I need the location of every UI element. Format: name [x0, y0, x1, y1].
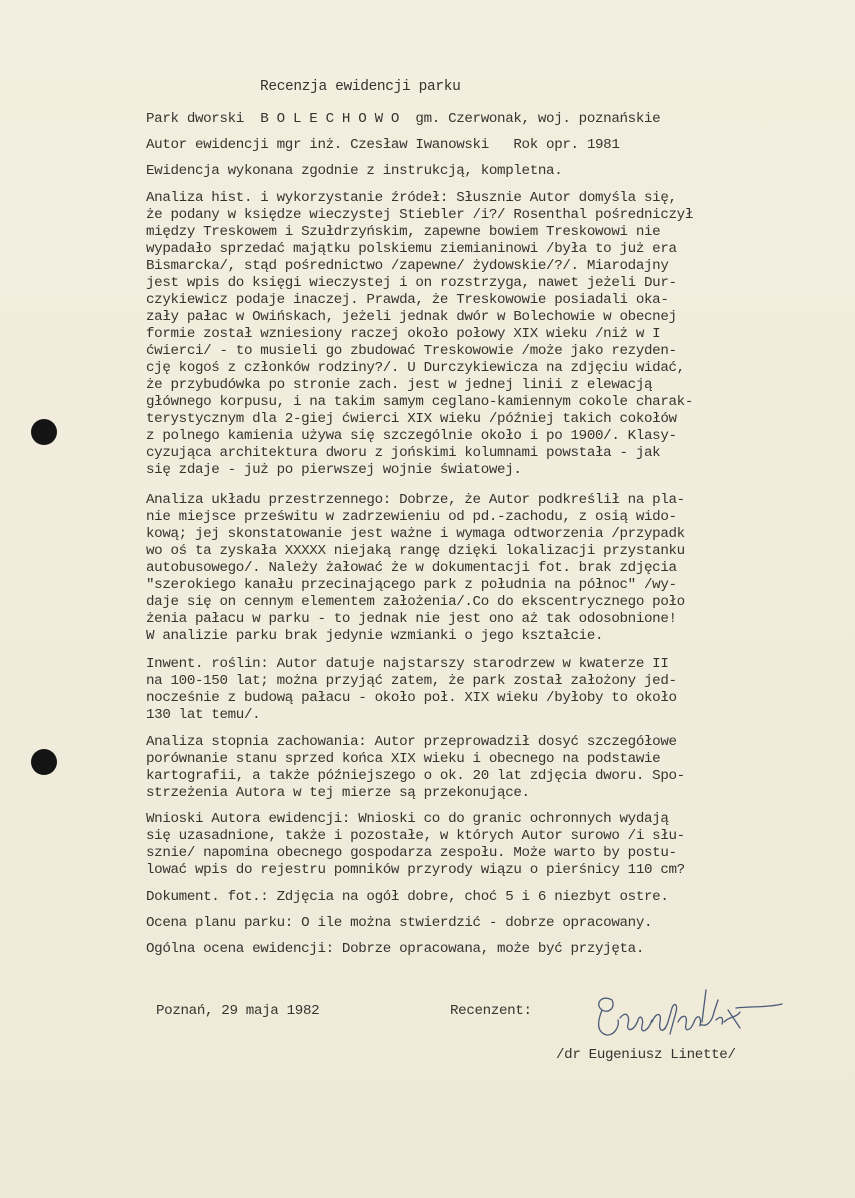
signature-name: /dr Eugeniusz Linette/ — [556, 1047, 736, 1063]
text-line: się uzasadnione, także i pozostałe, w których Autor surowo /i słu- — [146, 828, 685, 844]
text-line: kową; jej skonstatowanie jest ważne i wymaga odtworzenia /przypadk — [146, 526, 685, 542]
text-line: Analiza układu przestrzennego: Dobrze, że Autor podkreślił na pla- — [146, 492, 685, 508]
text-line: czykiewicz podaje inaczej. Prawda, że Treskowowie posiadali oka- — [146, 292, 669, 308]
text-line: porównanie stanu sprzed końca XIX wieku i obecnego na podstawie — [146, 751, 661, 767]
text-line: daje się on cennym elementem założenia/.Co do ekscentrycznego poło — [146, 594, 685, 610]
text-line: Analiza hist. i wykorzystanie źródeł: Słusznie Autor domyśla się, — [146, 190, 677, 206]
reviewer-label: Recenzent: — [450, 1003, 532, 1019]
handwritten-signature — [590, 982, 790, 1052]
text-line: sznie/ napomina obecnego gospodarza zespołu. Może warto by postu- — [146, 845, 677, 861]
place-date: Poznań, 29 maja 1982 — [156, 1003, 320, 1019]
text-line: że podany w księdze wieczystej Stiebler /i?/ Rosenthal pośredniczył — [146, 207, 693, 223]
text-line: kartografii, a także późniejszego o ok. 20 lat zdjęcia dworu. Spo- — [146, 768, 685, 784]
section-overall-assessment: Ogólna ocena ewidencji: Dobrze opracowana, może być przyjęta. — [146, 941, 644, 957]
text-line: Wnioski Autora ewidencji: Wnioski co do granic ochronnych wydają — [146, 811, 669, 827]
text-line: wo oś ta zyskała XXXXX niejaką rangę dzięki lokalizacji przystanku — [146, 543, 685, 559]
text-line: się zdaje - już po pierwszej wojnie światowej. — [146, 462, 522, 478]
punch-hole-bottom — [31, 749, 57, 775]
text-line: 130 lat temu/. — [146, 707, 261, 723]
text-line: formie został wzniesiony raczej około połowy XIX wieku /niż w I — [146, 326, 661, 342]
text-line: cyzująca architektura dworu z jońskimi kolumnami powstała - jak — [146, 445, 661, 461]
text-line: na 100-150 lat; można przyjąć zatem, że park został założony jed- — [146, 673, 677, 689]
text-line: że przybudówka po stronie zach. jest w jednej linii z elewacją — [146, 377, 653, 393]
punch-hole-top — [31, 419, 57, 445]
text-line: cję kogoś z członków rodziny?/. U Durczykiewicza na zdjęciu widać, — [146, 360, 685, 376]
text-line: strzeżenia Autora w tej mierze są przekonujące. — [146, 785, 530, 801]
header-completeness-line: Ewidencja wykonana zgodnie z instrukcją, kompletna. — [146, 163, 563, 179]
text-line: nie miejsce prześwitu w zadrzewieniu od pd.-zachodu, z osią wido- — [146, 509, 677, 525]
section-plan-assessment: Ocena planu parku: O ile można stwierdzić - dobrze opracowany. — [146, 915, 653, 931]
text-line: żenia pałacu w parku - to jednak nie jest ono aż tak odosobnione! — [146, 611, 677, 627]
text-line: Bismarcka/, stąd pośrednictwo /zapewne/ żydowskie/?/. Miarodajny — [146, 258, 669, 274]
text-line: między Treskowem i Szułdrzyńskim, zapewne bowiem Treskowowi nie — [146, 224, 661, 240]
text-line: "szerokiego kanału przecinającego park z południa na północ" /wy- — [146, 577, 677, 593]
text-line: ćwierci/ - to musieli go zbudować Treskowowie /może jako rezyden- — [146, 343, 677, 359]
header-author-line: Autor ewidencji mgr inż. Czesław Iwanowski Rok opr. 1981 — [146, 137, 620, 153]
header-park-line: Park dworski B O L E C H O W O gm. Czerwonak, woj. poznańskie — [146, 111, 661, 127]
text-line: nocześnie z budową pałacu - około poł. XIX wieku /byłoby to około — [146, 690, 677, 706]
text-line: z polnego kamienia używa się szczególnie około i po 1900/. Klasy- — [146, 428, 677, 444]
text-line: autobusowego/. Należy żałować że w dokumentacji fot. brak zdjęcia — [146, 560, 677, 576]
section-photo-documentation: Dokument. fot.: Zdjęcia na ogół dobre, choć 5 i 6 niezbyt ostre. — [146, 889, 669, 905]
text-line: głównego korpusu, i na takim samym ceglano-kamiennym cokole charak- — [146, 394, 693, 410]
text-line: Inwent. roślin: Autor datuje najstarszy starodrzew w kwaterze II — [146, 656, 669, 672]
text-line: jest wpis do księgi wieczystej i on rozstrzyga, nawet jeżeli Dur- — [146, 275, 677, 291]
text-line: W analizie parku brak jedynie wzmianki o jego kształcie. — [146, 628, 604, 644]
text-line: wypadało sprzedać majątku polskiemu ziemianinowi /była to już era — [146, 241, 677, 257]
text-line: Analiza stopnia zachowania: Autor przeprowadził dosyć szczegółowe — [146, 734, 677, 750]
text-line: lować wpis do rejestru pomników przyrody wiązu o pierśnicy 110 cm? — [146, 862, 685, 878]
text-line: zały pałac w Owińskach, jeżeli jednak dwór w Bolechowie w obecnej — [146, 309, 677, 325]
document-title: Recenzja ewidencji parku — [260, 79, 461, 95]
text-line: terystycznym dla 2-giej ćwierci XIX wieku /później takich cokołów — [146, 411, 677, 427]
